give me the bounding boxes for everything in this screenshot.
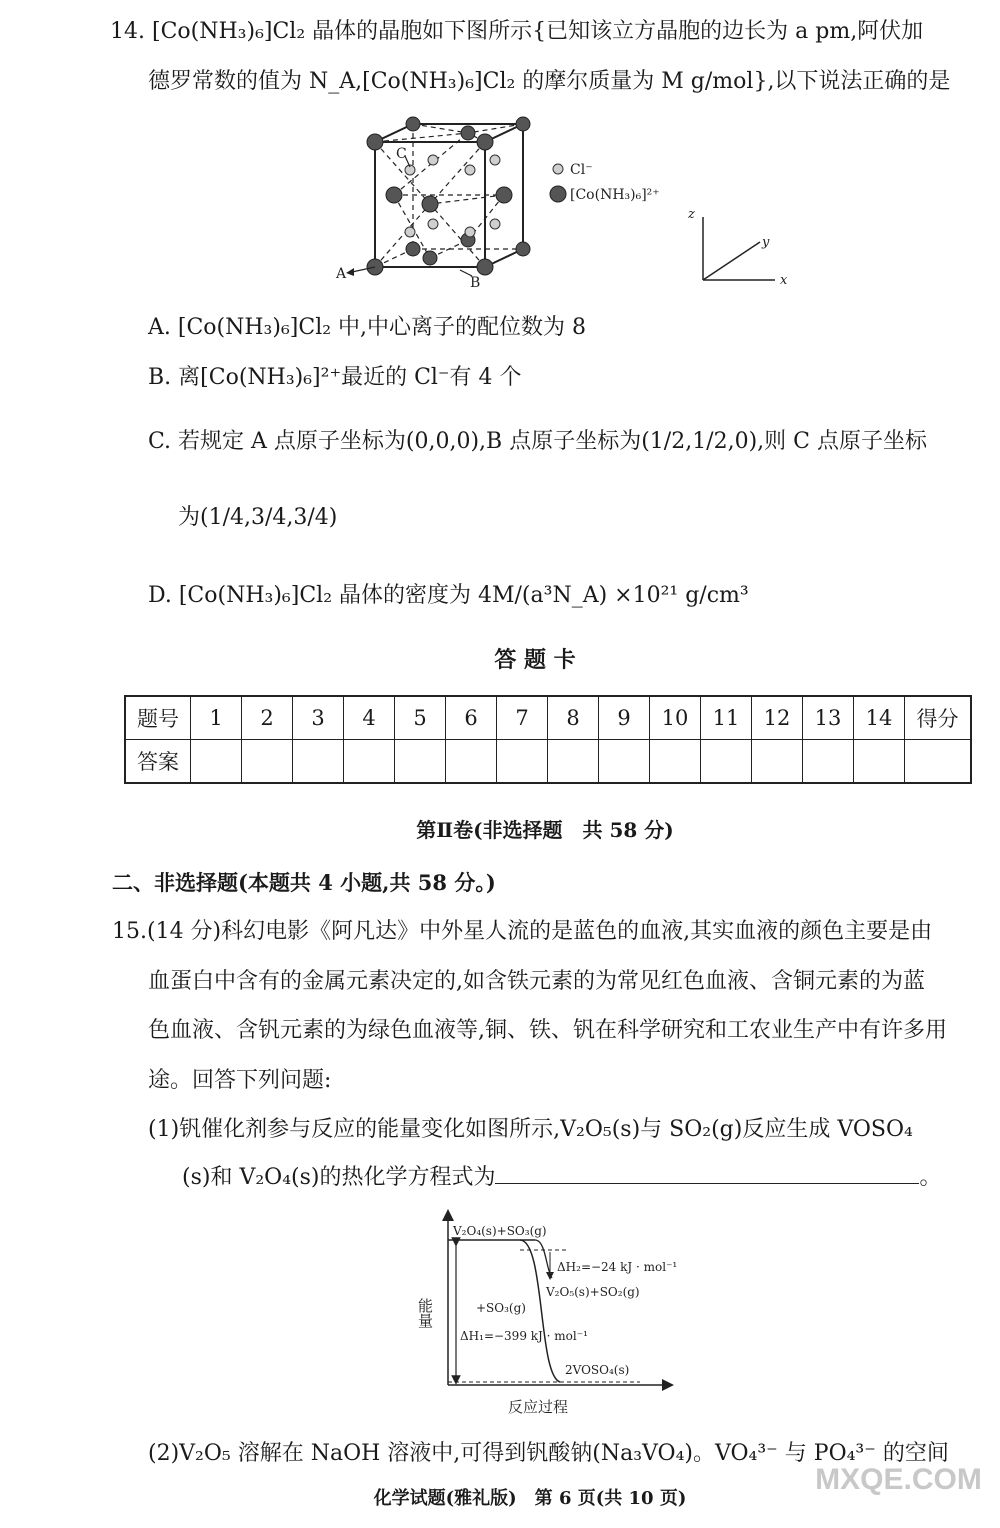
energy-y-axis-label: 能量	[416, 1298, 434, 1328]
legend-co: [Co(NH₃)₆]²⁺	[570, 187, 660, 203]
number-cell: 10	[650, 696, 701, 740]
number-cell: 12	[752, 696, 803, 740]
q15-sub1-line1: (1)钒催化剂参与反应的能量变化如图所示,V₂O₅(s)与 SO₂(g)反应生成 VOSO₄	[148, 1117, 913, 1142]
number-cell: 5	[395, 696, 446, 740]
number-cell: 7	[497, 696, 548, 740]
q14-line2: 德罗常数的值为 N_A,[Co(NH₃)₆]Cl₂ 的摩尔质量为 M g/mol},以下说法正确的是	[148, 69, 951, 94]
answer-cell[interactable]	[650, 740, 701, 784]
number-cell: 4	[344, 696, 395, 740]
q15-line4: 途。回答下列问题:	[148, 1068, 332, 1093]
watermark-logo: MXQE.COM	[815, 1463, 982, 1496]
section2-part-title: 二、非选择题(本题共 4 小题,共 58 分。)	[112, 870, 496, 895]
number-cell: 1	[191, 696, 242, 740]
label-a: A	[336, 266, 347, 282]
score-cell: 得分	[905, 696, 972, 740]
energy-diagram	[416, 1210, 720, 1425]
answer-blank[interactable]	[495, 1161, 919, 1184]
number-cell: 13	[803, 696, 854, 740]
number-cell: 14	[854, 696, 905, 740]
q14-option-a: A. [Co(NH₃)₆]Cl₂ 中,中心离子的配位数为 8	[148, 315, 587, 340]
legend-co-icon	[550, 186, 566, 202]
score-value-cell[interactable]	[905, 740, 972, 784]
header-cell: 答案	[125, 740, 191, 784]
label-c: C	[396, 146, 407, 162]
energy-dh1-label: ΔH₁=−399 kJ · mol⁻¹	[460, 1329, 588, 1343]
answer-cell[interactable]	[395, 740, 446, 784]
q15-sub1-line2: (s)和 V₂O₄(s)的热化学方程式为 。	[182, 1160, 941, 1196]
answer-card-table	[124, 695, 972, 784]
section2-heading: 第Ⅱ卷(非选择题 共 58 分)	[416, 818, 674, 842]
q14-option-d: D. [Co(NH₃)₆]Cl₂ 晶体的密度为 4M/(a³N_A) ×10²¹ g/cm³	[148, 583, 749, 608]
q14-option-c-line1: C. 若规定 A 点原子坐标为(0,0,0),B 点原子坐标为(1/2,1/2,0),则 C 点原子坐标	[148, 429, 927, 454]
header-cell: 题号	[125, 696, 191, 740]
q15-line1: 15.(14 分)科幻电影《阿凡达》中外星人流的是蓝色的血液,其实血液的颜色主要是由	[112, 919, 933, 944]
answer-cell[interactable]	[854, 740, 905, 784]
axis-x: x	[780, 273, 788, 288]
page-footer: 化学试题(雅礼版) 第 6 页(共 10 页)	[373, 1488, 687, 1509]
number-cell: 8	[548, 696, 599, 740]
answer-cell[interactable]	[548, 740, 599, 784]
crystal-cell-figure	[330, 112, 810, 297]
q14-option-b: B. 离[Co(NH₃)₆]²⁺最近的 Cl⁻有 4 个	[148, 365, 522, 390]
answer-cell[interactable]	[752, 740, 803, 784]
energy-mid-label: V₂O₅(s)+SO₂(g)	[546, 1285, 640, 1299]
legend-cl: Cl⁻	[570, 162, 593, 178]
answer-cell[interactable]	[191, 740, 242, 784]
answer-card-title: 答 题 卡	[494, 647, 576, 673]
answer-cell[interactable]	[344, 740, 395, 784]
answer-cell[interactable]	[446, 740, 497, 784]
energy-bottom-label: 2VOSO₄(s)	[565, 1363, 630, 1377]
number-cell: 11	[701, 696, 752, 740]
label-b: B	[470, 275, 481, 291]
axis-z: z	[688, 207, 695, 222]
q15-sub2-line: (2)V₂O₅ 溶解在 NaOH 溶液中,可得到钒酸钠(Na₃VO₄)。VO₄³⁻ 与 PO₄³⁻ 的空间	[148, 1441, 949, 1466]
q15-line3: 色血液、含钒元素的为绿色血液等,铜、铁、钒在科学研究和工农业生产中有许多用	[148, 1018, 947, 1043]
legend-cl-icon	[553, 164, 563, 174]
answer-cell[interactable]	[242, 740, 293, 784]
answer-cell[interactable]	[599, 740, 650, 784]
energy-so3-label: +SO₃(g)	[476, 1301, 526, 1315]
axis-y: y	[762, 235, 770, 250]
answer-cell[interactable]	[803, 740, 854, 784]
energy-dh2-label: ΔH₂=−24 kJ · mol⁻¹	[557, 1260, 678, 1274]
number-cell: 3	[293, 696, 344, 740]
energy-x-axis-label: 反应过程	[508, 1398, 569, 1416]
number-cell: 6	[446, 696, 497, 740]
answer-cell[interactable]	[701, 740, 752, 784]
answer-cell[interactable]	[293, 740, 344, 784]
q14-option-c-line2: 为(1/4,3/4,3/4)	[178, 505, 338, 530]
number-cell: 9	[599, 696, 650, 740]
answer-cell[interactable]	[497, 740, 548, 784]
q14-line1: 14. [Co(NH₃)₆]Cl₂ 晶体的晶胞如下图所示{已知该立方晶胞的边长为 a pm,阿伏加	[110, 19, 924, 44]
energy-top-label: V₂O₄(s)+SO₃(g)	[453, 1224, 547, 1238]
q15-line2: 血蛋白中含有的金属元素决定的,如含铁元素的为常见红色血液、含铜元素的为蓝	[148, 969, 925, 994]
co-ion	[367, 134, 383, 150]
table-row	[125, 740, 971, 784]
number-cell: 2	[242, 696, 293, 740]
table-row	[125, 696, 971, 740]
